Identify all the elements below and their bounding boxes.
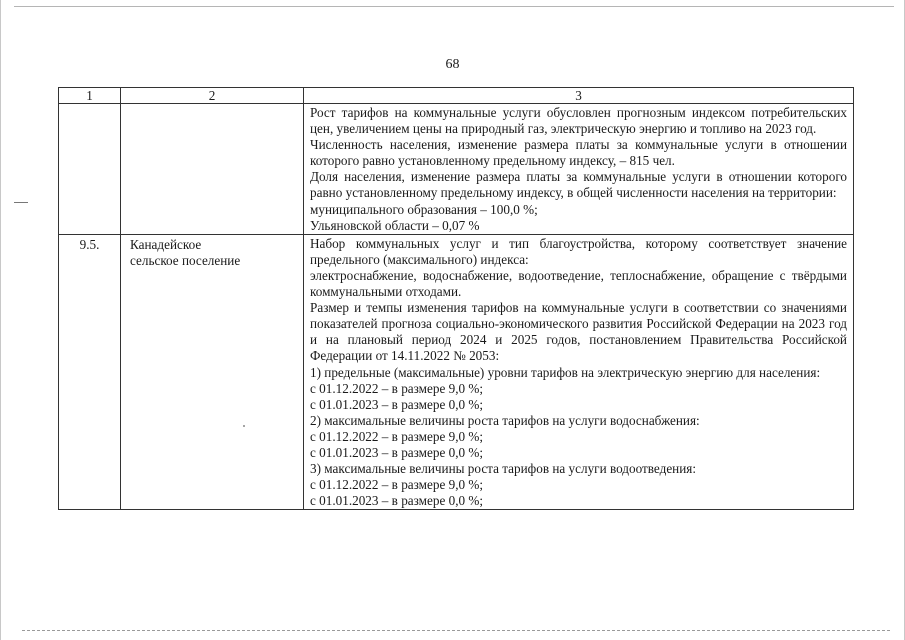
header-col-2: 2: [121, 88, 304, 104]
paragraph: 2) максимальные величины роста тарифов на услуги водоснабжения:: [310, 412, 700, 428]
page-number: 68: [445, 57, 460, 72]
paragraph: муниципального образования – 100,0 %;: [310, 201, 538, 217]
paragraph: Ульяновской области – 0,07 %: [310, 217, 480, 233]
paragraph: с 01.12.2022 – в размере 9,0 %;: [310, 477, 484, 493]
row-description: [304, 234, 854, 510]
paragraph: с 01.12.2022 – в размере 9,0 %;: [310, 428, 484, 444]
tariff-table: [58, 87, 854, 510]
paragraph: Доля населения, изменение размера платы за коммунальные услуги в отношении которого равно установленному предельному индексу, в общей численности населения на территории:: [310, 169, 847, 201]
page-top-edge: [14, 6, 894, 7]
table-row: [59, 234, 854, 510]
paragraph: 3) максимальные величины роста тарифов на услуги водоотведения:: [310, 461, 697, 477]
paragraph: с 01.01.2023 – в размере 0,0 %;: [310, 396, 484, 412]
header-col-3: 3: [304, 88, 854, 104]
settlement-name: [121, 104, 304, 235]
page-bottom-edge: [22, 630, 890, 631]
paragraph: Рост тарифов на коммунальные услуги обусловлен прогнозным индексом потребительских цен, увеличением цены на природный газ, электрическую энергию и топливо на 2023 год.: [310, 105, 847, 137]
paragraph: с 01.12.2022 – в размере 9,0 %;: [310, 380, 484, 396]
paragraph: Набор коммунальных услуг и тип благоустройства, которому соответствует значение предельного (максимального) индекса:: [310, 235, 847, 267]
row-description: [304, 104, 854, 235]
paragraph: с 01.01.2023 – в размере 0,0 %;: [310, 444, 484, 460]
table-row: [59, 104, 854, 235]
row-number: [59, 104, 121, 235]
margin-mark: [14, 202, 28, 203]
settlement-name-line: сельское поселение: [130, 252, 241, 268]
table-header-row: [59, 88, 854, 104]
header-col-1: 1: [59, 88, 121, 104]
row-number: 9.5.: [59, 234, 121, 510]
settlement-name-line: Канадейское: [130, 236, 202, 252]
paragraph: 1) предельные (максимальные) уровни тарифов на электрическую энергию для населения:: [310, 364, 821, 380]
settlement-name: [121, 234, 304, 510]
paragraph: электроснабжение, водоснабжение, водоотведение, теплоснабжение, обращение с твёрдыми коммунальными отходами.: [310, 267, 847, 300]
paragraph: с 01.01.2023 – в размере 0,0 %;: [310, 493, 484, 509]
paragraph: Численность населения, изменение размера платы за коммунальные услуги в отношении которого равно установленному предельному индексу, – 815 чел.: [310, 137, 847, 169]
paragraph: Размер и темпы изменения тарифов на коммунальные услуги в соответствии со значениями показателей прогноза социально-экономического развития Российской Федерации на 2023 год и на плановый период 2024 и 2025 годов, постановлением Правительства Российской Федерации от 14.11.2022 № 2053:: [310, 300, 847, 364]
